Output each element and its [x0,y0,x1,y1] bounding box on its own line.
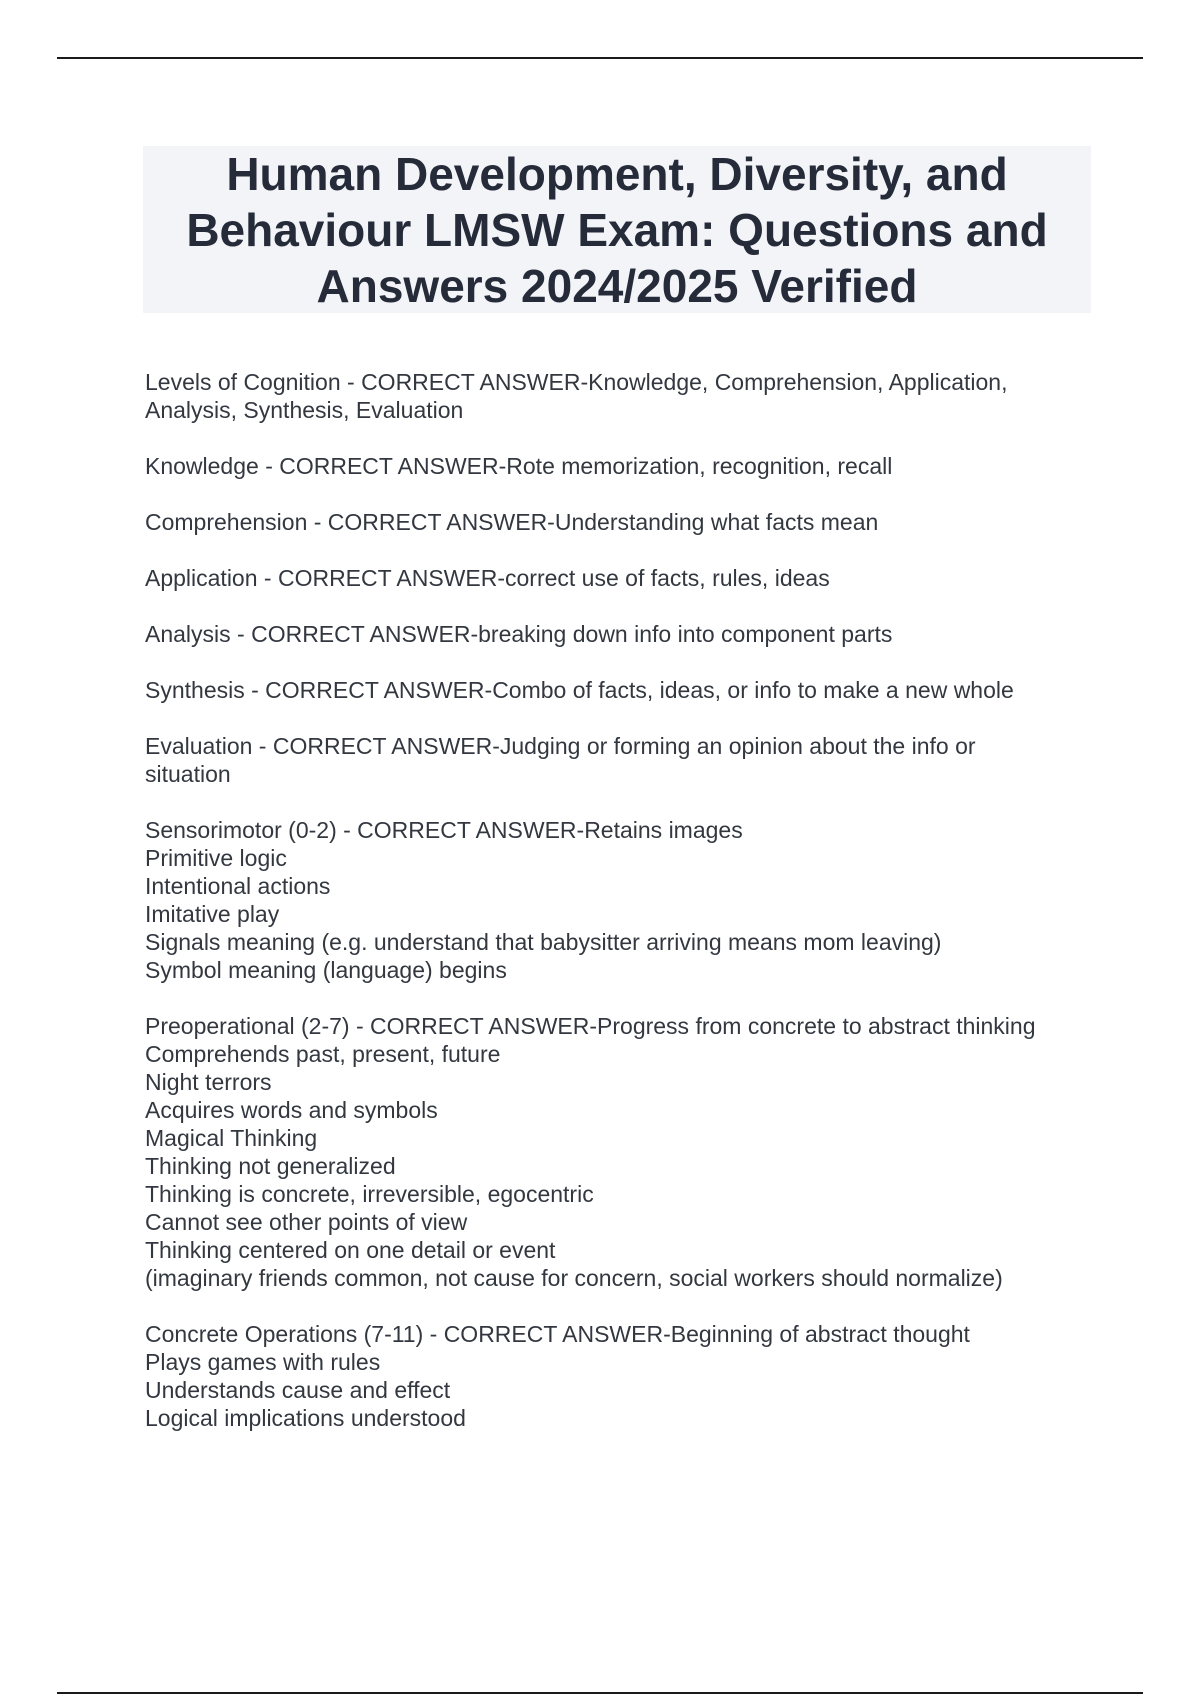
qa-item [145,676,1145,704]
qa-list [145,368,1145,1460]
qa-answer-line: Acquires words and symbols [145,1097,438,1123]
page-title-line: Answers 2024/2025 Verified [316,259,918,312]
qa-question-line: Comprehension - CORRECT ANSWER-Understanding what facts mean [145,509,879,535]
qa-question-line: Application - CORRECT ANSWER-correct use of facts, rules, ideas [145,565,830,591]
qa-answer-line: Intentional actions [145,873,331,899]
title-banner [143,146,1091,313]
qa-answer-line: Symbol meaning (language) begins [145,957,507,983]
qa-answer-line: Analysis, Synthesis, Evaluation [145,397,464,423]
qa-answer-line: Primitive logic [145,845,287,871]
qa-answer-line: Thinking not generalized [145,1153,396,1179]
qa-answer-line: Imitative play [145,901,280,927]
page-title [143,146,1091,314]
qa-item [145,1012,1145,1292]
footer-rule [57,1692,1143,1694]
qa-item [145,452,1145,480]
qa-answer-line: Plays games with rules [145,1349,381,1375]
qa-item [145,368,1145,424]
qa-question-line: Concrete Operations (7-11) - CORRECT ANSWER-Beginning of abstract thought [145,1321,970,1347]
qa-answer-line: Night terrors [145,1069,272,1095]
qa-item [145,564,1145,592]
qa-answer-line: Logical implications understood [145,1405,466,1431]
qa-item [145,620,1145,648]
qa-question-line: Synthesis - CORRECT ANSWER-Combo of facts, ideas, or info to make a new whole [145,677,1014,703]
qa-question-line: Evaluation - CORRECT ANSWER-Judging or forming an opinion about the info or [145,733,976,759]
qa-answer-line: Signals meaning (e.g. understand that babysitter arriving means mom leaving) [145,929,942,955]
qa-answer-line: Comprehends past, present, future [145,1041,501,1067]
qa-answer-line: Thinking is concrete, irreversible, egocentric [145,1181,594,1207]
qa-question-line: Knowledge - CORRECT ANSWER-Rote memorization, recognition, recall [145,453,893,479]
qa-question-line: Preoperational (2-7) - CORRECT ANSWER-Progress from concrete to abstract thinking [145,1013,1036,1039]
qa-question-line: Sensorimotor (0-2) - CORRECT ANSWER-Retains images [145,817,743,843]
qa-answer-line: (imaginary friends common, not cause for concern, social workers should normalize) [145,1265,1003,1291]
qa-answer-line: situation [145,761,231,787]
header-rule [57,57,1143,59]
qa-answer-line: Cannot see other points of view [145,1209,468,1235]
qa-answer-line: Magical Thinking [145,1125,318,1151]
page-title-line: Human Development, Diversity, and [226,147,1008,200]
qa-item [145,732,1145,788]
qa-question-line: Levels of Cognition - CORRECT ANSWER-Knowledge, Comprehension, Application, [145,369,1008,395]
qa-item [145,816,1145,984]
qa-answer-line: Understands cause and effect [145,1377,451,1403]
page-title-line: Behaviour LMSW Exam: Questions and [186,203,1048,256]
qa-answer-line: Thinking centered on one detail or event [145,1237,556,1263]
qa-question-line: Analysis - CORRECT ANSWER-breaking down info into component parts [145,621,893,647]
qa-item [145,1320,1145,1432]
qa-item [145,508,1145,536]
